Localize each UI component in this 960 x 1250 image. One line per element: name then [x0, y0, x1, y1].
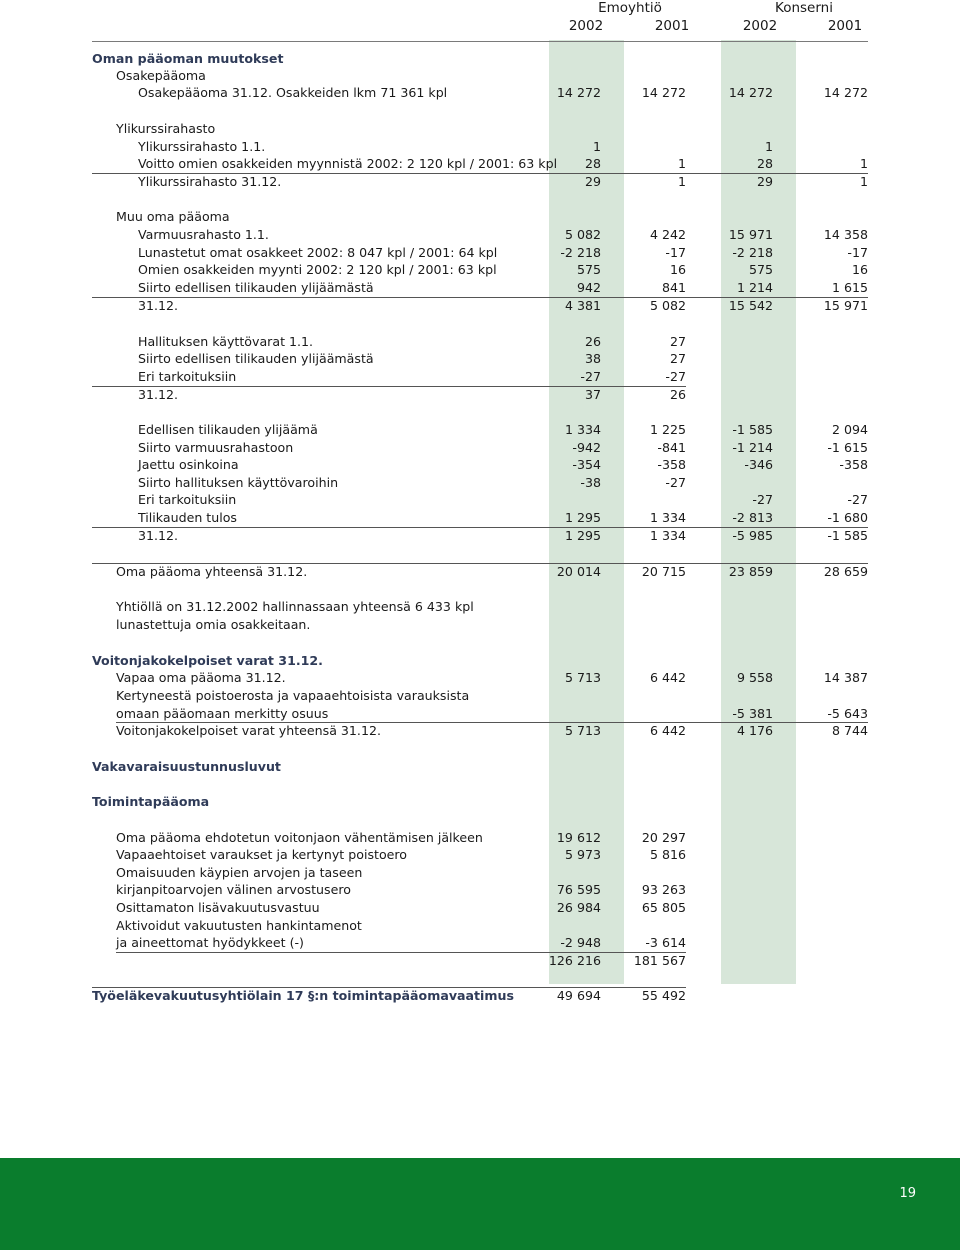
section-heading: Toimintapääoma	[92, 794, 210, 809]
subsection-heading: Muu oma pääoma	[116, 209, 230, 224]
year-header: 2001	[827, 18, 863, 34]
note-line: Yhtiöllä on 31.12.2002 hallinnassaan yhteensä 6 433 kpl	[116, 599, 474, 614]
table-row: omaan pääomaan merkitty osuus -5 381 -5 643	[116, 706, 868, 721]
section-heading: Vakavaraisuustunnusluvut	[92, 759, 281, 774]
table-row: Siirto edellisen tilikauden ylijäämästä 38 27	[138, 351, 686, 366]
table-row: Siirto varmuusrahastoon -942 -841 -1 214 -1 615	[138, 440, 868, 455]
year-header: 2001	[654, 18, 690, 34]
table-row: Voitto omien osakkeiden myynnistä 2002: 2 120 kpl / 2001: 63 kpl 28 1 28 1	[138, 156, 868, 171]
table-row: Vapaa oma pääoma 31.12. 5 713 6 442 9 558 14 387	[116, 670, 868, 685]
section-heading: Voitonjakokelpoiset varat 31.12.	[92, 653, 323, 668]
table-row: Edellisen tilikauden ylijäämä 1 334 1 225 -1 585 2 094	[138, 422, 868, 437]
table-row: Siirto hallituksen käyttövaroihin -38 -27	[138, 475, 686, 490]
table-row: Varmuusrahasto 1.1. 5 082 4 242 15 971 14 358	[138, 227, 868, 242]
header-rule	[92, 41, 868, 42]
text-line: Omaisuuden käypien arvojen ja taseen	[116, 865, 363, 880]
group-header-group: Konserni	[775, 0, 833, 16]
subtotal-row: Ylikurssirahasto 31.12. 29 1 29 1	[138, 174, 868, 189]
table-row: Vapaaehtoiset varaukset ja kertynyt poistoero 5 973 5 816	[116, 847, 686, 862]
table-row: Eri tarkoituksiin -27 -27	[138, 369, 686, 384]
table-row: kirjanpitoarvojen välinen arvostusero 76 595 93 263	[116, 882, 686, 897]
subtotal-row: 31.12. 37 26	[138, 387, 686, 402]
year-header: 2002	[568, 18, 604, 34]
subsection-heading: Ylikurssirahasto	[116, 121, 216, 136]
table-row: Tilikauden tulos 1 295 1 334 -2 813 -1 680	[138, 510, 868, 525]
note-line: lunastettuja omia osakkeitaan.	[116, 617, 311, 632]
subtotal-row: 126 216 181 567	[548, 953, 686, 968]
table-row: Oma pääoma ehdotetun voitonjaon vähentämisen jälkeen 19 612 20 297	[116, 830, 686, 845]
subtotal-row: Voitonjakokelpoiset varat yhteensä 31.12. 5 713 6 442 4 176 8 744	[116, 723, 868, 738]
footer-bar	[0, 1158, 960, 1250]
requirement-row: Työeläkevakuutusyhtiölain 17 §:n toimintapääomavaatimus 49 694 55 492	[92, 988, 686, 1003]
subtotal-row: 31.12. 4 381 5 082 15 542 15 971	[138, 298, 868, 313]
table-row: ja aineettomat hyödykkeet (-) -2 948 -3 614	[116, 935, 686, 950]
page-number: 19	[899, 1186, 916, 1201]
table-row: Omien osakkeiden myynti 2002: 2 120 kpl / 2001: 63 kpl 575 16 575 16	[138, 262, 868, 277]
group-header-parent: Emoyhtiö	[598, 0, 662, 16]
table-row: Osittamaton lisävakuutusvastuu 26 984 65 805	[116, 900, 686, 915]
text-line: Aktivoidut vakuutusten hankintamenot	[116, 918, 362, 933]
table-row: Ylikurssirahasto 1.1. 1 1	[138, 139, 773, 154]
table-row: Eri tarkoituksiin -27 -27	[138, 492, 868, 507]
text-line: Kertyneestä poistoerosta ja vapaaehtoisista varauksista	[116, 688, 470, 703]
subsection-heading: Osakepääoma	[116, 68, 206, 83]
total-row: Oma pääoma yhteensä 31.12. 20 014 20 715 23 859 28 659	[116, 564, 868, 579]
table-row: Osakepääoma 31.12. Osakkeiden lkm 71 361 kpl 14 272 14 272 14 272 14 272	[138, 85, 868, 100]
table-row: Siirto edellisen tilikauden ylijäämästä 942 841 1 214 1 615	[138, 280, 868, 295]
table-row: Lunastetut omat osakkeet 2002: 8 047 kpl / 2001: 64 kpl -2 218 -17 -2 218 -17	[138, 245, 868, 260]
year-header: 2002	[742, 18, 778, 34]
section-heading: Oman pääoman muutokset	[92, 51, 284, 66]
subtotal-row: 31.12. 1 295 1 334 -5 985 -1 585	[138, 528, 868, 543]
table-row: Hallituksen käyttövarat 1.1. 26 27	[138, 334, 686, 349]
table-row: Jaettu osinkoina -354 -358 -346 -358	[138, 457, 868, 472]
